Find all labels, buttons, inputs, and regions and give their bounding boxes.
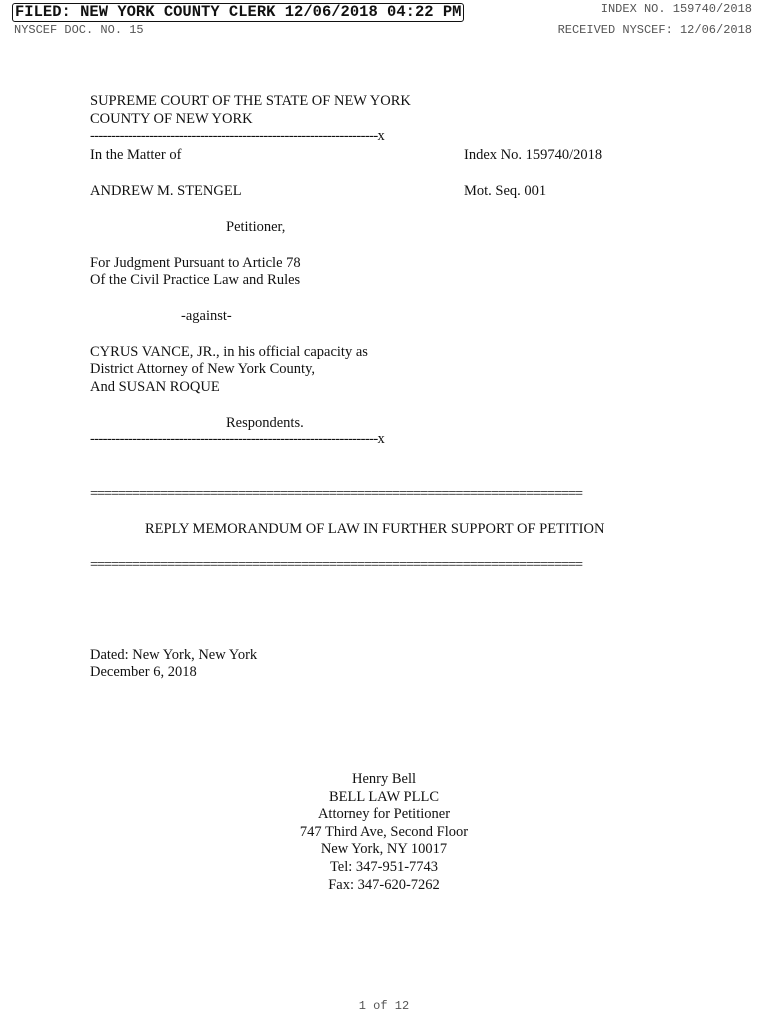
page-number: 1 of 12 xyxy=(358,999,410,1013)
court-name: SUPREME COURT OF THE STATE OF NEW YORK xyxy=(90,93,411,109)
respondent-line-1: CYRUS VANCE, JR., in his official capacity as xyxy=(90,344,368,360)
document-title: REPLY MEMORANDUM OF LAW IN FURTHER SUPPORT OF PETITION xyxy=(145,521,605,537)
law-firm: BELL LAW PLLC xyxy=(329,788,439,805)
filed-stamp: FILED: NEW YORK COUNTY CLERK 12/06/2018 04:22 PM xyxy=(12,3,464,22)
petitioner-name: ANDREW M. STENGEL xyxy=(90,183,242,199)
respondent-line-2: District Attorney of New York County, xyxy=(90,361,316,377)
nyscef-doc-no: NYSCEF DOC. NO. 15 xyxy=(14,23,144,37)
matter-of: In the Matter of xyxy=(90,147,182,163)
caption-divider-top: --------------------------------------------------------------------x xyxy=(90,128,385,144)
respondents-label: Respondents. xyxy=(226,415,304,431)
caption-divider-bottom: --------------------------------------------------------------------x xyxy=(90,431,385,447)
attorney-name: Henry Bell xyxy=(351,771,417,787)
caption-index-no: Index No. 159740/2018 xyxy=(464,147,603,163)
judgment-line-1: For Judgment Pursuant to Article 78 xyxy=(90,255,301,271)
against-label: -against- xyxy=(181,308,232,324)
received-nyscef: RECEIVED NYSCEF: 12/06/2018 xyxy=(557,23,752,37)
address-line-1: 747 Third Ave, Second Floor xyxy=(299,823,469,840)
respondent-line-3: And SUSAN ROQUE xyxy=(90,379,220,395)
telephone: Tel: 347-951-7743 xyxy=(329,858,439,875)
dated-location: Dated: New York, New York xyxy=(90,647,258,663)
attorney-role: Attorney for Petitioner xyxy=(317,806,451,823)
address-line-2: New York, NY 10017 xyxy=(320,841,448,858)
fax: Fax: 347-620-7262 xyxy=(328,876,440,893)
header-index-no: INDEX NO. 159740/2018 xyxy=(600,2,752,16)
motion-sequence: Mot. Seq. 001 xyxy=(464,183,547,199)
signature-block xyxy=(0,771,768,894)
court-county: COUNTY OF NEW YORK xyxy=(90,111,253,127)
petitioner-label: Petitioner, xyxy=(226,219,286,235)
judgment-line-2: Of the Civil Practice Law and Rules xyxy=(90,272,301,288)
dated-date: December 6, 2018 xyxy=(90,664,197,680)
title-rule-top: ====================================================================== xyxy=(90,486,582,502)
title-rule-bottom: ====================================================================== xyxy=(90,557,582,573)
